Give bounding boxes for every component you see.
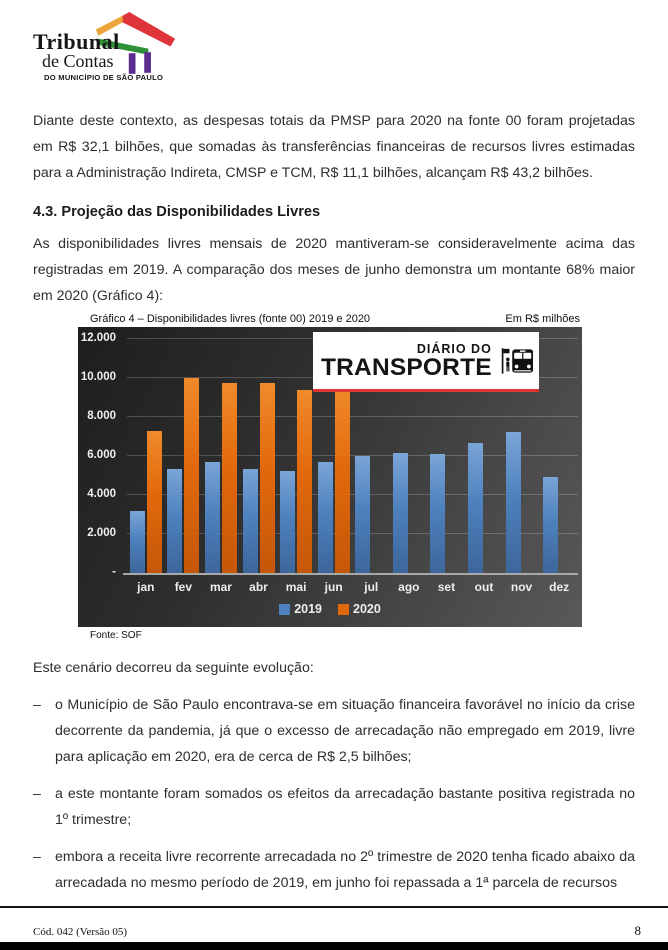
x-tick-label-out: out	[474, 580, 494, 594]
bar-2019-nov	[506, 432, 521, 574]
y-tick-label: -	[112, 566, 116, 578]
y-tick-label: 4.000	[87, 488, 116, 500]
x-tick-label-jul: jul	[364, 580, 379, 594]
bullet-item-2	[33, 781, 635, 833]
logo-line-municipio: DO MUNICÍPIO DE SÃO PAULO	[44, 73, 164, 82]
bar-2019-jul	[355, 456, 370, 574]
bar-group-fev	[165, 327, 203, 574]
footer-divider	[0, 906, 668, 908]
x-tick-label-jun: jun	[324, 580, 343, 594]
bar-2020-fev	[184, 378, 199, 574]
legend-label-2019: 2019	[294, 602, 322, 616]
y-tick-label: 6.000	[87, 449, 116, 461]
bar-2019-dez	[543, 477, 558, 574]
document-content	[33, 108, 635, 907]
bar-2020-mai	[297, 390, 312, 574]
x-tick-label-jan: jan	[137, 580, 155, 594]
bar-2019-abr	[243, 469, 258, 574]
x-tick-label-mai: mai	[285, 580, 307, 594]
bar-2019-out	[468, 443, 483, 574]
legend-item-2019	[279, 602, 322, 616]
paragraph-despesas: Diante deste contexto, as despesas totais da PMSP para 2020 na fonte 00 foram projetadas em R$ 32,1 bilhões, que somadas às transferências financeiras de recursos livres estimadas para a Administração Indireta, CMSP e TCM, R$ 11,1 bilhões, alcançam R$ 43,2 bilhões.	[33, 113, 635, 181]
watermark-wordmark	[321, 342, 499, 380]
bullet-text: o Município de São Paulo encontrava-se em situação financeira favorável no início da crise decorrente da pandemia, já que o excesso de arrecadação não empregado em 2019, livre para aplicação em 2020, era de cerca de R$ 2,5 bilhões;	[55, 697, 635, 765]
y-axis-labels	[78, 327, 122, 578]
x-axis-labels	[127, 580, 578, 594]
paragraph-cenario: Este cenário decorreu da seguinte evolução:	[33, 660, 314, 676]
watermark-line-1: DIÁRIO DO	[416, 341, 492, 356]
x-axis-baseline	[123, 573, 578, 575]
paragraph-disponibilidades: As disponibilidades livres mensais de 2020 mantiveram-se consideravelmente acima das registradas em 2019. A comparação dos meses de junho demonstra um montante 68% maior em 2020 (Gráfico 4):	[33, 236, 635, 304]
bar-2020-abr	[260, 383, 275, 574]
section-heading-4-3: 4.3. Projeção das Disponibilidades Livres	[33, 204, 321, 220]
bar-2019-set	[430, 454, 445, 574]
bullet-dash: –	[33, 849, 41, 865]
bar-2019-jun	[318, 462, 333, 574]
bar-group-dez	[540, 327, 578, 574]
legend-label-2020: 2020	[353, 602, 381, 616]
bullet-dash: –	[33, 786, 41, 802]
y-tick-label: 10.000	[80, 371, 116, 383]
bar-2020-mar	[222, 383, 237, 574]
legend-swatch-2020	[338, 604, 349, 615]
bar-2019-jan	[130, 511, 145, 574]
chart-legend	[78, 602, 582, 616]
y-tick-label: 12.000	[80, 332, 116, 344]
bus-stop-icon	[499, 338, 533, 384]
bar-2019-mai	[280, 471, 295, 574]
logo-wordmark	[33, 29, 164, 82]
watermark-line-2: TRANSPORTE	[321, 353, 492, 381]
bar-2019-mar	[205, 462, 220, 574]
logo-line-de-contas: de Contas	[42, 51, 114, 71]
y-tick-label: 2.000	[87, 527, 116, 539]
bar-2020-jan	[147, 431, 162, 574]
legend-item-2020	[338, 602, 381, 616]
bullet-item-3	[33, 844, 635, 896]
y-tick-label: 8.000	[87, 410, 116, 422]
legend-swatch-2019	[279, 604, 290, 615]
bar-chart	[78, 327, 582, 627]
page-number: 8	[634, 923, 641, 938]
bullet-dash: –	[33, 697, 41, 713]
bar-2019-ago	[393, 453, 408, 574]
chart-title-row	[78, 313, 582, 327]
bar-group-abr	[240, 327, 278, 574]
page-bottom-edge	[0, 942, 668, 950]
bar-2019-fev	[167, 469, 182, 574]
bar-group-mai	[277, 327, 315, 574]
logo-line-tribunal: Tribunal	[33, 29, 120, 54]
x-tick-label-fev: fev	[174, 580, 193, 594]
chart-figure	[78, 313, 582, 641]
bullet-item-1	[33, 692, 635, 770]
x-tick-label-dez: dez	[549, 580, 570, 594]
x-tick-label-set: set	[437, 580, 456, 594]
chart-unit-label: Em R$ milhões	[505, 313, 580, 325]
x-tick-label-ago: ago	[398, 580, 420, 594]
chart-source: Fonte: SOF	[90, 630, 142, 641]
diario-do-transporte-watermark	[313, 332, 539, 392]
tcm-sp-logo	[20, 8, 190, 88]
x-tick-label-mar: mar	[209, 580, 232, 594]
bar-2020-jun	[335, 386, 350, 574]
x-tick-label-abr: abr	[249, 580, 268, 594]
bullet-text: a este montante foram somados os efeitos da arrecadação bastante positiva registrada no 1º trimestre;	[55, 786, 635, 828]
bar-group-mar	[202, 327, 240, 574]
bar-group-jan	[127, 327, 165, 574]
chart-title: Gráfico 4 – Disponibilidades livres (fonte 00) 2019 e 2020	[90, 313, 371, 325]
bullet-text: embora a receita livre recorrente arrecadada no 2º trimestre de 2020 tenha ficado abaixo da arrecadada no mesmo período de 2019, em junho foi repassada a 1ª parcela de recursos	[55, 849, 635, 891]
footer-document-code: Cód. 042 (Versão 05)	[33, 926, 128, 938]
x-tick-label-nov: nov	[510, 580, 533, 594]
